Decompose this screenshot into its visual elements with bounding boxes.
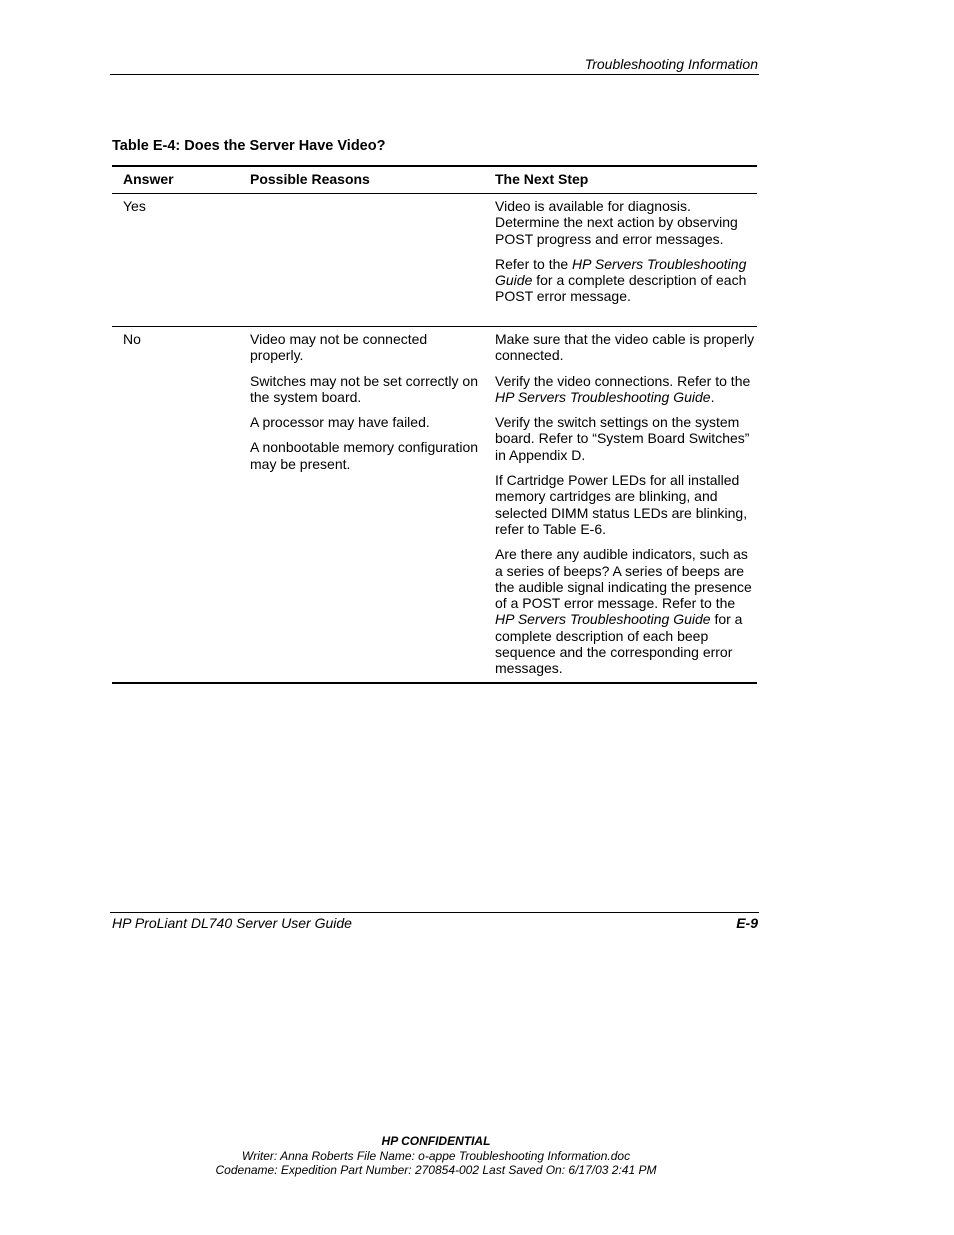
header-rule bbox=[110, 74, 759, 75]
text-run: for a complete description of each beep sequence and the corresponding error messages. bbox=[495, 611, 743, 677]
text-run: Are there any audible indicators, such as a series of beeps? A series of beeps are the audible signal indicating the presence of a POST error message. Refer to the bbox=[495, 546, 752, 612]
text-run: . bbox=[710, 388, 715, 405]
footer-guide-title: HP ProLiant DL740 Server User Guide bbox=[112, 915, 352, 931]
table-bottom-rule bbox=[112, 682, 757, 684]
text-run: for a complete description of each POST error message. bbox=[495, 272, 747, 305]
row-yes-steps bbox=[495, 198, 757, 305]
next-step-item bbox=[495, 472, 757, 537]
row-no-answer: No bbox=[123, 331, 141, 347]
table-title: Table E-4: Does the Server Have Video? bbox=[112, 138, 386, 154]
text-run: Verify the video connections. Refer to the bbox=[495, 372, 751, 389]
reason-item: A nonbootable memory configuration may be present. bbox=[250, 439, 479, 472]
text-run: Video is available for diagnosis. Determine the next action by observing POST progress and error messages. bbox=[495, 198, 738, 247]
text-run: Make sure that the video cable is properly connected. bbox=[495, 331, 755, 364]
next-step-item bbox=[495, 331, 757, 364]
row-yes-answer: Yes bbox=[123, 198, 146, 214]
next-step-item bbox=[495, 546, 757, 676]
reason-item: A processor may have failed. bbox=[250, 414, 430, 431]
column-header-possible-reasons: Possible Reasons bbox=[250, 171, 370, 187]
text-run: Refer to the bbox=[495, 255, 573, 272]
italic-reference: HP Servers Troubleshooting Guide bbox=[495, 255, 747, 289]
next-step-item bbox=[495, 373, 757, 406]
row-divider bbox=[112, 326, 757, 327]
running-head: Troubleshooting Information bbox=[584, 56, 758, 72]
next-step-item bbox=[495, 256, 757, 305]
next-step-item bbox=[495, 414, 757, 463]
row-no-steps bbox=[495, 331, 757, 677]
confidential-label: HP CONFIDENTIAL bbox=[381, 1134, 491, 1148]
column-header-answer: Answer bbox=[123, 171, 174, 187]
text-run: If Cartridge Power LEDs for all installed memory cartridges are blinking, and selected DIMM status LEDs are blinking, refer to Table E-6. bbox=[495, 472, 748, 537]
row-no-reasons bbox=[250, 331, 480, 472]
table-top-rule bbox=[112, 165, 757, 167]
page-number: E-9 bbox=[736, 915, 758, 931]
text-run: Verify the switch settings on the system board. Refer to “System Board Switches” in Appendix D. bbox=[495, 414, 750, 463]
footer-rule bbox=[110, 912, 759, 913]
italic-reference: HP Servers Troubleshooting Guide bbox=[495, 611, 711, 628]
header-bottom-rule bbox=[112, 193, 757, 194]
italic-reference: HP Servers Troubleshooting Guide bbox=[495, 388, 711, 405]
document-info-line1: Writer: Anna Roberts File Name: o-appe Troubleshooting Information.doc bbox=[241, 1149, 631, 1163]
document-info-line2: Codename: Expedition Part Number: 270854-002 Last Saved On: 6/17/03 2:41 PM bbox=[215, 1163, 657, 1177]
reason-item: Switches may not be set correctly on the system board. bbox=[250, 372, 478, 405]
reason-item: Video may not be connected properly. bbox=[250, 331, 428, 364]
next-step-item bbox=[495, 198, 757, 247]
column-header-next-step: The Next Step bbox=[495, 171, 589, 187]
